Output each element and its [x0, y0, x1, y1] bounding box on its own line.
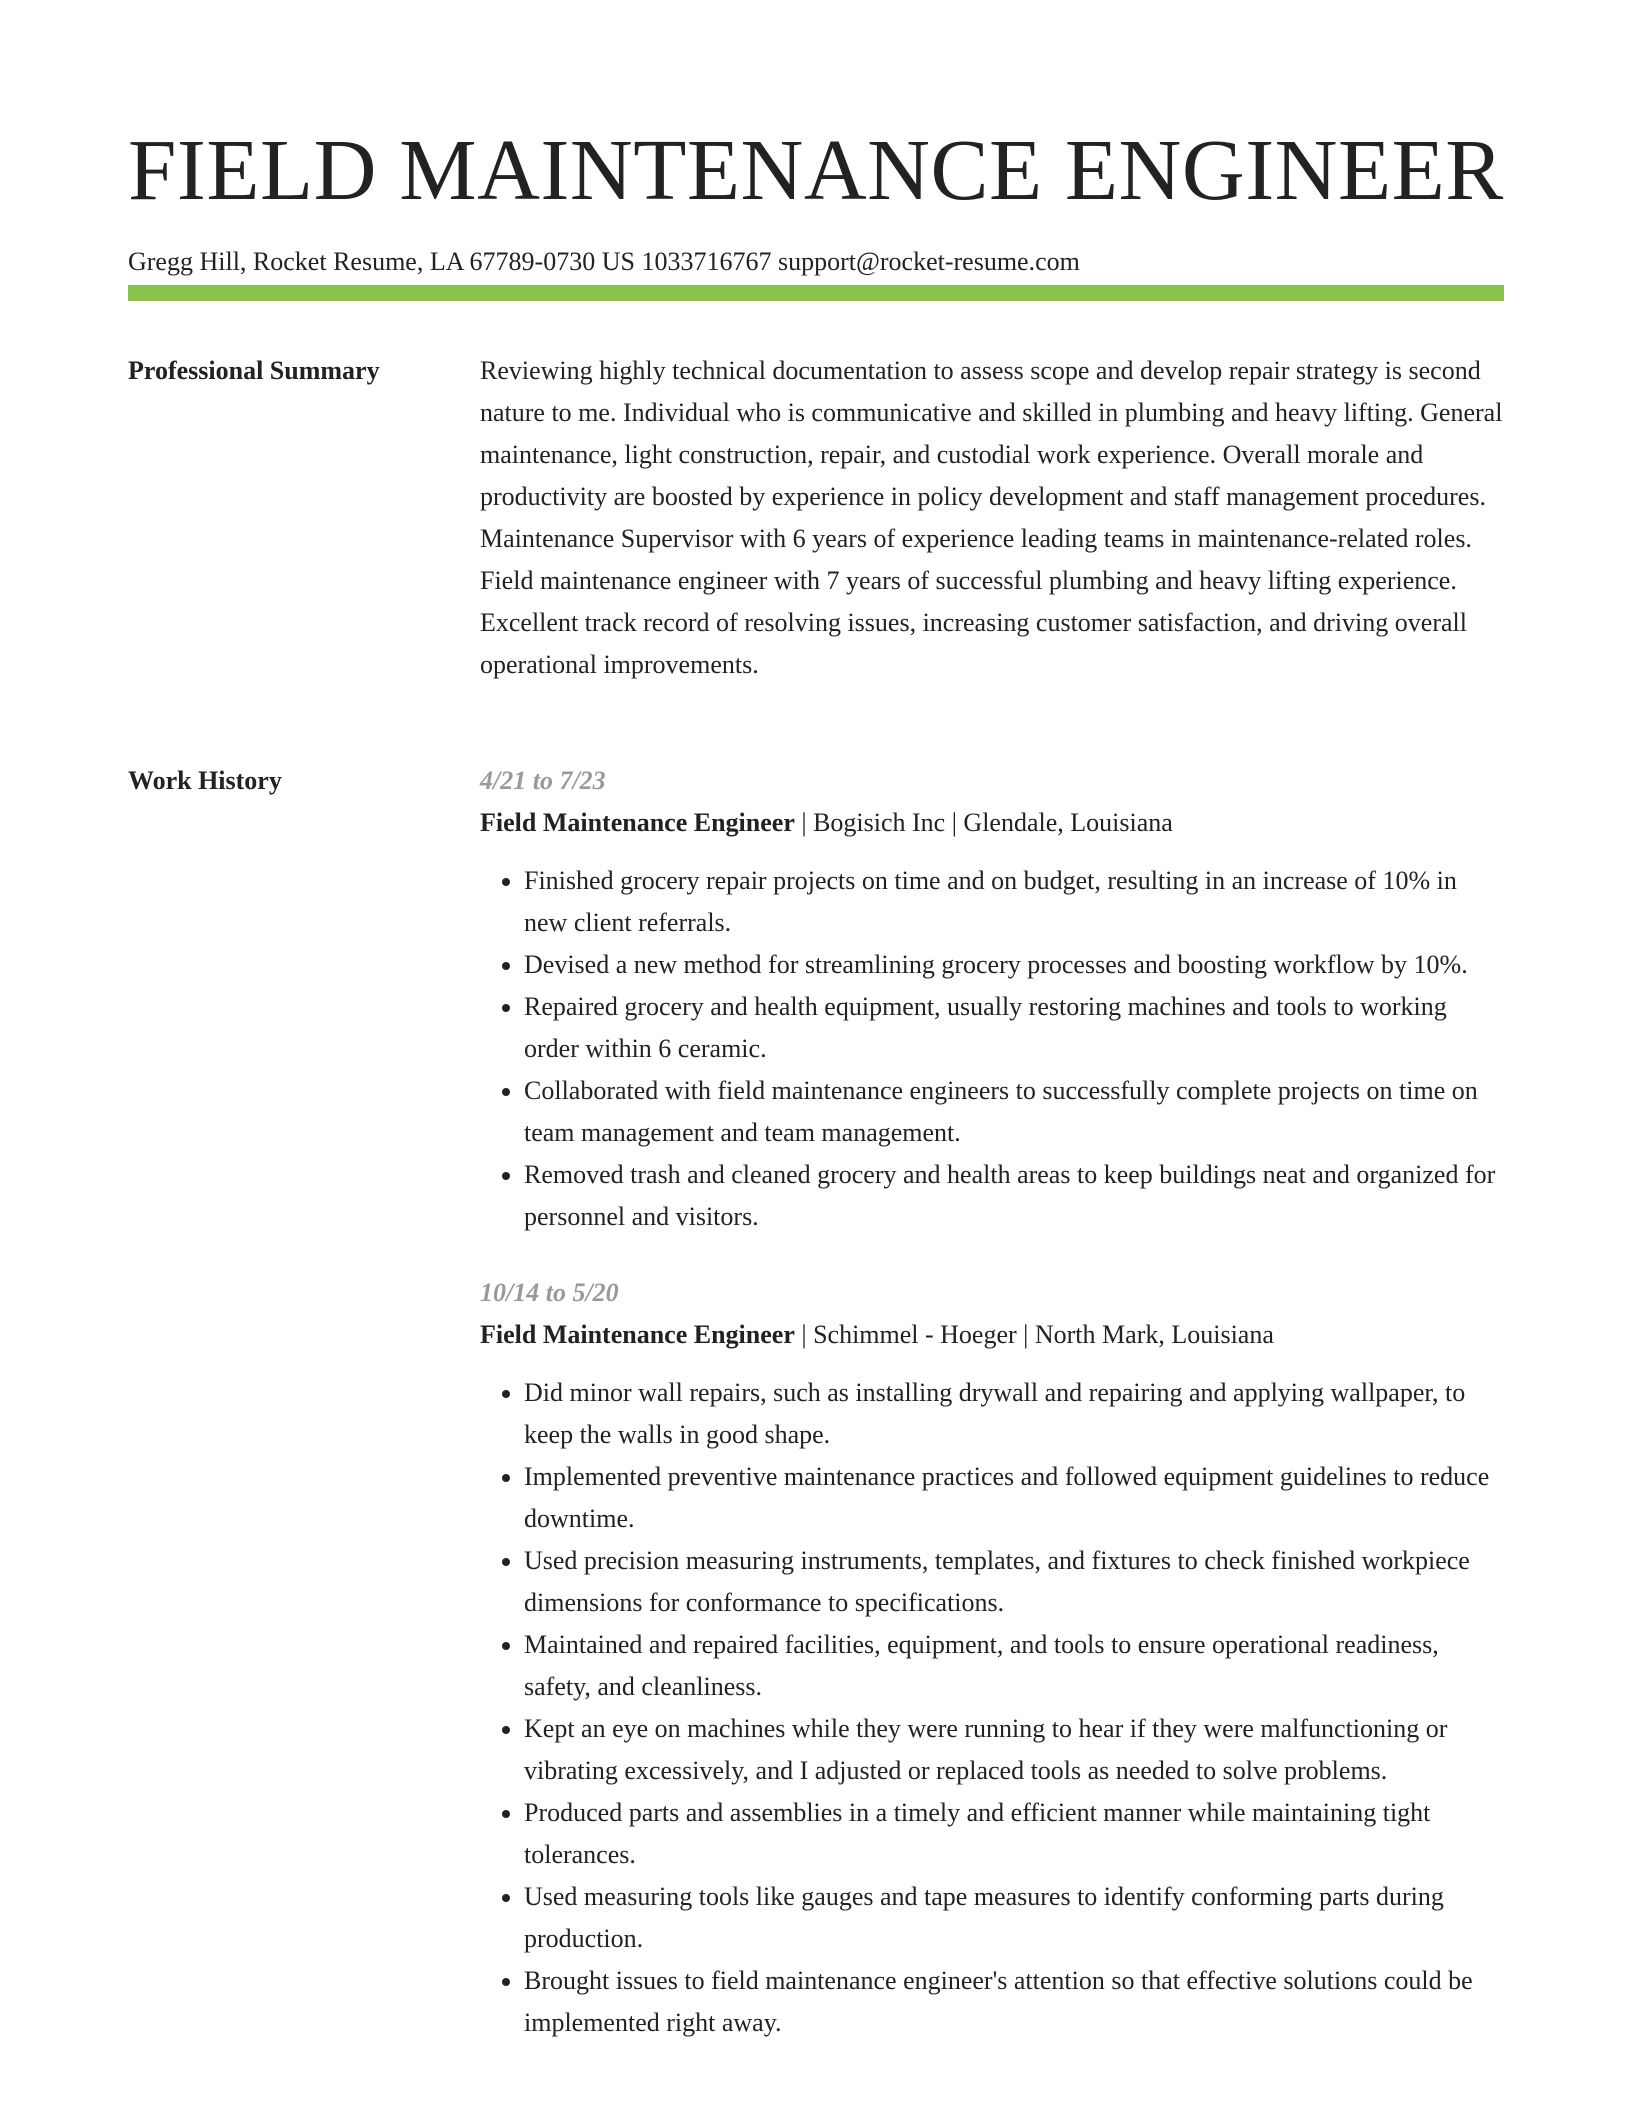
job-entry [480, 1272, 1504, 2044]
job-bullet: • Removed trash and cleaned grocery and health areas to keep buildings neat and organized for personnel and visitors. [524, 1154, 1504, 1238]
professional-summary-section [128, 350, 1504, 686]
section-label-summary: Professional Summary [128, 356, 380, 385]
job-bullet: • Implemented preventive maintenance practices and followed equipment guidelines to reduce downtime. [524, 1456, 1504, 1540]
resume-title: FIELD MAINTENANCE ENGINEER [128, 121, 1504, 218]
work-body [480, 760, 1504, 2078]
job-company-location: | Schimmel - Hoeger | North Mark, Louisiana [794, 1320, 1274, 1349]
job-bullet: • Finished grocery repair projects on time and on budget, resulting in an increase of 10% in new client referrals. [524, 860, 1504, 944]
work-history-section [128, 760, 1504, 2078]
summary-text: Reviewing highly technical documentation to assess scope and develop repair strategy is second nature to me. Individual who is communicative and skilled in plumbing and heavy lifting. General maintenance, light construction, repair, and custodial work experience. Overall morale and productivity are boosted by experience in policy development and staff management procedures. Maintenance Supervisor with 6 years of experience leading teams in maintenance-related roles. Field maintenance engineer with 7 years of successful plumbing and heavy lifting experience. Excellent track record of resolving issues, increasing customer satisfaction, and driving overall operational improvements. [480, 356, 1503, 679]
accent-divider [128, 285, 1504, 301]
job-bullets [480, 1372, 1504, 2044]
job-title: Field Maintenance Engineer [480, 1320, 795, 1349]
job-bullet: • Collaborated with field maintenance engineers to successfully complete projects on time on team management and team management. [524, 1070, 1504, 1154]
section-label-work: Work History [128, 766, 282, 795]
job-title: Field Maintenance Engineer [480, 808, 795, 837]
job-bullet: • Kept an eye on machines while they were running to hear if they were malfunctioning or vibrating excessively, and I adjusted or replaced tools as needed to solve problems. [524, 1708, 1504, 1792]
job-heading [480, 1314, 1504, 1356]
job-bullet: • Used precision measuring instruments, templates, and fixtures to check finished workpiece dimensions for conformance to specifications. [524, 1540, 1504, 1624]
job-bullet: • Devised a new method for streamlining grocery processes and boosting workflow by 10%. [524, 944, 1504, 986]
job-bullets [480, 860, 1504, 1238]
contact-line: Gregg Hill, Rocket Resume, LA 67789-0730 US 1033716767 support@rocket-resume.com [128, 247, 1080, 276]
job-company-location: | Bogisich Inc | Glendale, Louisiana [794, 808, 1173, 837]
job-bullet: • Repaired grocery and health equipment, usually restoring machines and tools to working order within 6 ceramic. [524, 986, 1504, 1070]
resume-header [128, 118, 1504, 278]
job-bullet: • Produced parts and assemblies in a timely and efficient manner while maintaining tight tolerances. [524, 1792, 1504, 1876]
job-entry [480, 760, 1504, 1238]
job-bullet: • Maintained and repaired facilities, equipment, and tools to ensure operational readiness, safety, and cleanliness. [524, 1624, 1504, 1708]
summary-body [480, 350, 1504, 686]
job-heading [480, 802, 1504, 844]
job-date: 10/14 to 5/20 [480, 1278, 619, 1307]
job-bullet: • Brought issues to field maintenance engineer's attention so that effective solutions could be implemented right away. [524, 1960, 1504, 2044]
job-date: 4/21 to 7/23 [480, 766, 606, 795]
job-bullet: • Did minor wall repairs, such as installing drywall and repairing and applying wallpaper, to keep the walls in good shape. [524, 1372, 1504, 1456]
job-bullet: • Used measuring tools like gauges and tape measures to identify conforming parts during production. [524, 1876, 1504, 1960]
